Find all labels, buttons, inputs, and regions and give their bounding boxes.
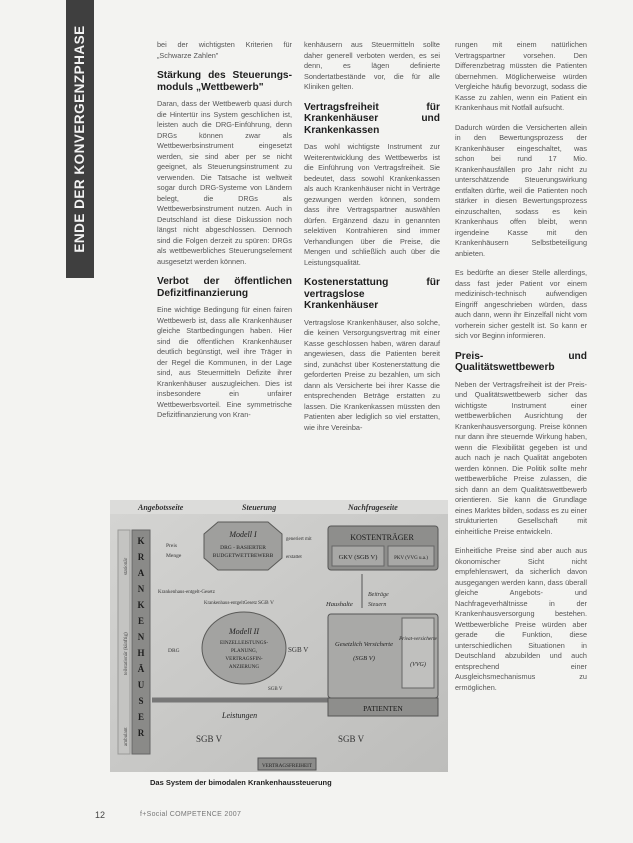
label-erstattet: erstattet xyxy=(286,555,302,560)
model2-line2: PLANUNG, xyxy=(230,648,258,654)
header-angebot: Angebotsseite xyxy=(138,503,184,512)
label-sgbv-right: SGB V xyxy=(288,646,309,654)
label-haushalte: Haushalte xyxy=(326,601,353,608)
header-nachfrage: Nachfrageseite xyxy=(348,503,398,512)
text-column-2 xyxy=(304,40,440,442)
label-sgbv-mid: SGB V xyxy=(258,600,274,606)
label-sgbv-arrow: SGB V xyxy=(268,687,283,692)
model1-title: Modell I xyxy=(229,530,257,539)
label-menge: Menge xyxy=(166,553,182,559)
page-number: 12 xyxy=(95,810,106,820)
paragraph: Dadurch würden die Versicherten allein in den Bewertungsprozess der Krankenhäuser eingeschaltet, was schon bei rund 17 Mio. Krankenhausfällen pro Jahr nicht zu unterschätzende Steuerungswirkung entfalten dürfte, weil die Patienten noch stärker in diesen Bewertungsprozess einzuschalten, sodass es kein Krankenhaus offen bleibt, wenn irgendeine Kasse mit den Krankenhäusern Selbstbeteiligung anbieten. xyxy=(455,122,587,258)
paragraph: Neben der Vertragsfreiheit ist der Preis- und Qualitätswettbewerb sicher das wichtigste Instrument einer wettbewerblichen Ausrichtung der Krankenhausversorgung. Preise können nur dann ihre steuernde Wirkung haben, wenn die Flexibilität gegeben ist und auch nach je nach Qualität angeboten werden können. Die Politik sollte mehr wettbewerbliche Preise zulassen, die sich dann an dem Qualitätswettbewerb orientieren. Sie kann die Grundlage eines Marktes bilden, sodass es zu einer strukturierten Gesellschaft mit einheitliche Preise entwickeln. xyxy=(455,379,587,536)
label-khg: Krankenhaus-entgeltGesetz xyxy=(204,601,258,606)
krankenhaeuser-letter: S xyxy=(138,696,144,706)
side-label-stationaer: stationär xyxy=(124,557,129,575)
label-beitraege: Beiträge xyxy=(368,592,389,598)
text-column-1 xyxy=(157,40,292,430)
side-label-teilstationaer: teilstationär (künftig) xyxy=(124,632,129,675)
label-steuern: Steuern xyxy=(368,602,387,608)
header-steuerung: Steuerung xyxy=(242,503,277,512)
label-vertragsfreiheit: VERTRAGSFREIHEIT xyxy=(261,763,313,769)
side-label-ambulant: ambulant xyxy=(124,727,129,746)
krankenhaeuser-letter: Ä xyxy=(137,664,145,674)
paragraph: Eine wichtige Bedingung für einen fairen Wettbewerb ist, dass alle Krankenhäuser gleiche Startbedingungen haben. Hier sind die öffentlichen Krankenhäuser deutlich begünstigt, weil ihre Träger in der Regel die Kommunen, in der Lage sind, aus Steuermitteln Defizite ihrer Krankenhäuser auszugleichen. Dies ist insbesondere ein unfairer Wettbewerbsvorteil. Eine symmetrische Defizitfinanzierung von Kran- xyxy=(157,305,292,419)
paragraph: Das wohl wichtigste Instrument zur Weiterentwicklung des Wettbewerbs ist die Einführung von Vertragsfreiheit. Sie bedeutet, dass sowohl Krankenkassen als auch Krankenhäuser nicht in Verträge gezwungen werden können, sondern dass ihre Vertragspartner auswählen dürfen. Ergänzend dazu in genannten selektiven Kontrahieren sind immer Verhandlungen über die Preise, die Mengen und schließlich auch über die Leistungsqualität. xyxy=(304,142,440,267)
label-preis: Preis xyxy=(166,543,177,549)
krankenhaeuser-letter: R xyxy=(137,552,145,562)
section-heading: Vertragsfreiheit für Krankenhäuser und Krankenkassen xyxy=(304,101,440,136)
krankenhaeuser-letter: N xyxy=(137,584,145,594)
journal-title: f+Social COMPETENCE 2007 xyxy=(140,811,242,818)
paragraph: Vertragslose Krankenhäuser, also solche, die keinen Versorgungsvertrag mit einer Kasse geschlossen haben, wären darauf angewiesen, dass die Patienten bereit sind, zunächst über Kostenerstattung die geforderten Preise zu bezahlen, um sich dann als Versicherte bei ihrer Kasse die entsprechenden Beträge erstatten zu lassen. Die Krankenkassen müssten den Patienten aber lediglich so viel erstatten, wie ihre Vereinba- xyxy=(304,317,440,432)
label-generiert: generiert mit xyxy=(286,537,312,542)
privat-vvg: (VVG) xyxy=(410,662,426,668)
paragraph: Daran, dass der Wettbewerb quasi durch die Hintertür ins System geschlichen ist, leisten auch die DRG-Einführung, denn DRGs können zwar als Wettbewerbsinstrument eingesetzt werden, sie sind aber per se nicht geeignet, als Steuerungsinstrument zu verwenden. Die Tatsache ist weltweit sogar durch DRG-Systeme von Ländern belegt, die DRGs als Wettbewerbsinstrument nutzen. Auch in Deutschland ist diese Diskussion noch längst nicht abgeschlossen. Dennoch sind die Folgen derzeit zu spüren: DRGs als wettbewerbliches Steuerungselement ausgesetzt werden können. xyxy=(157,99,292,266)
privat-label: Privat-versicherte xyxy=(399,636,437,642)
label-krankenhausentgelte: Krankenhaus-entgelt-Gesetz xyxy=(158,590,215,595)
pkv-label: PKV (VVG u.a.) xyxy=(394,556,428,561)
section-heading: Kostenerstattung für vertragslose Krankenhäuser xyxy=(304,277,440,311)
model2-line4: ANZIERUNG xyxy=(228,664,260,670)
diagram-caption: Das System der bimodalen Krankenhaussteuerung xyxy=(150,778,332,787)
gesetzlich-label: Gesetzlich Versicherte xyxy=(335,641,393,648)
krankenhaeuser-letter: K xyxy=(137,536,145,546)
gesetzlich-sgb: (SGB V) xyxy=(353,655,375,662)
label-sgbv-bottom1: SGB V xyxy=(196,734,223,744)
paragraph: Einheitliche Preise sind aber auch aus ökonomischer Sicht nicht empfehlenswert, da sicherlich davon ausgegangen werden kann, dass überall gleiche Angebots- und Nachfrageverhältnisse in der Krankenhausversorgung bestehen. Wettbewerbliche Preise würden aber gerade die Funktion, diese unterschiedlichen Situationen in Deutschland abzubilden und auch entsprechend einer Ausgleichsmechanismus zu ermöglichen. xyxy=(455,546,587,692)
paragraph: bei der wichtigsten Kriterien für „Schwarze Zahlen" xyxy=(157,40,292,60)
text-column-3 xyxy=(455,40,587,702)
label-sgbv-bottom2: SGB V xyxy=(338,734,365,744)
system-diagram xyxy=(110,500,448,772)
krankenhaeuser-letter: A xyxy=(137,568,145,578)
model2-line3: VERTRAGSFIN- xyxy=(225,656,263,662)
krankenhaeuser-letter: H xyxy=(137,648,145,658)
section-heading: Verbot der öffentlichen Defizitfinanzierung xyxy=(157,276,292,299)
patienten-label: PATIENTEN xyxy=(363,704,403,713)
krankenhaeuser-letter: E xyxy=(137,616,145,626)
label-drg: DRG xyxy=(168,648,180,654)
model2-title: Modell II xyxy=(229,627,259,636)
krankenhaeuser-letter: K xyxy=(137,600,145,610)
model1-line2: BUDGETWETTBEWERB xyxy=(212,553,274,559)
krankenhaeuser-letter: N xyxy=(137,632,145,642)
paragraph: kenhäusern aus Steuermitteln sollte daher generell verboten werden, es sei denn, es lägen definierte Sondertatbestände vor, die für alle Kliniken gelten. xyxy=(304,40,440,91)
krankenhaeuser-letter: R xyxy=(137,728,145,738)
gkv-label: GKV (SGB V) xyxy=(338,554,378,561)
model2-line1: EINZELLEISTUNGS- xyxy=(219,640,269,646)
model1-line1: DRG - BASIERTER xyxy=(220,545,266,551)
section-heading: Stärkung des Steuerungs-moduls „Wettbewerb" xyxy=(157,70,292,93)
sidebar-title: ENDE DER KONVERGENZPHASE xyxy=(72,25,87,253)
section-heading: Preis- und Qualitätswettbewerb xyxy=(455,350,587,373)
paragraph: rungen mit einem natürlichen Vertragspartner vorsehen. Den Differenzbetrag müssten die Patienten übernehmen. Möglicherweise würden Vergleiche häufig bevorzugt, sodass die Kasse zu zahlen, wenn ein Patient ein Krankenhaus mit Notfall aufsucht. xyxy=(455,40,587,112)
krankenhaeuser-letter: U xyxy=(137,680,145,690)
label-leistungen: Leistungen xyxy=(222,711,258,720)
privat-box xyxy=(402,618,434,688)
kostentraeger-label: KOSTENTRÄGER xyxy=(350,533,414,542)
krankenhaeuser-letter: E xyxy=(137,712,145,722)
paragraph: Es bedürfte an dieser Stelle allerdings, dass fast jeder Patient vor einem medizinisch-technisch aufwendigen Eingriff angeschrieben würden, dass auch dann, wenn ihr Einzelfall nicht vom vorherein sicher gestellt ist. So kann er sich vor Beginn informieren. xyxy=(455,268,587,340)
section-sidebar xyxy=(66,0,94,278)
